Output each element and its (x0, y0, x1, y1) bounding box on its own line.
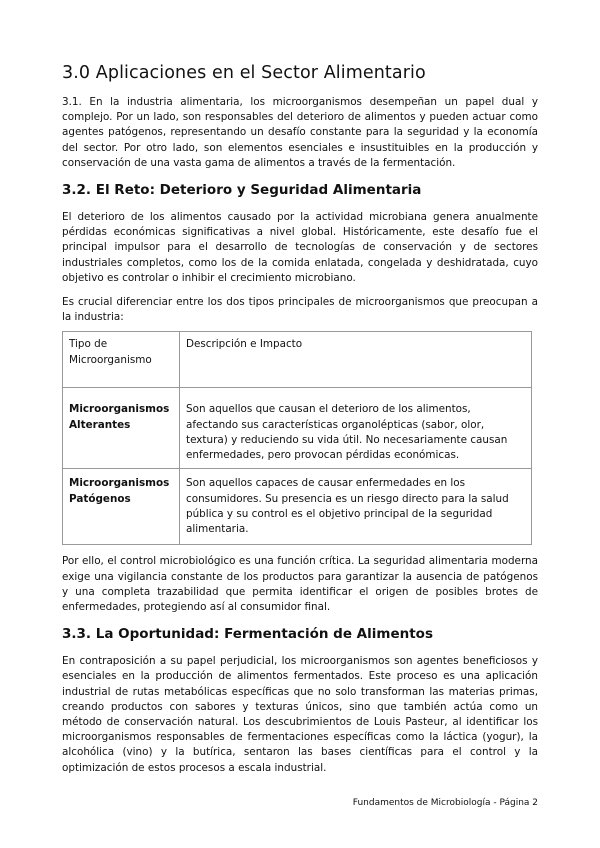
table-cell-description: Son aquellos capaces de causar enfermedades en los consumidores. Su presencia es un riesgo directo para la salud pública y su control es el objetivo principal de la seguridad alimentaria. (180, 469, 532, 545)
table-cell-type (63, 469, 180, 545)
table-header-row (63, 332, 532, 388)
table-row (63, 388, 532, 469)
reto-paragraph-3: Por ello, el control microbiológico es una función crítica. La seguridad alimentaria moderna exige una vigilancia constante de los productos para garantizar la ausencia de patógenos y una completa trazabilidad que permita identificar el origen de posibles brotes de enfermedades, protegiendo así al consumidor final. (62, 555, 538, 614)
table-header-type: Tipo de Microorganismo (63, 332, 180, 388)
table-cell-description: Son aquellos que causan el deterioro de los alimentos, afectando sus características organolépticas (sabor, olor, textura) y reduciendo su vida útil. No necesariamente causan enfermedades, pero provocan pérdidas económicas. (180, 388, 532, 469)
intro-paragraph: 3.1. En la industria alimentaria, los microorganismos desempeñan un papel dual y complejo. Por un lado, son responsables del deterioro de alimentos y pueden actuar como agentes patógenos, representando un desafío constante para la seguridad y la economía del sector. Por otro lado, son elementos esenciales e insustituibles en la producción y conservación de una vasta gama de alimentos a través de la fermentación. (62, 96, 538, 169)
table-cell-type (63, 388, 180, 469)
oportunidad-heading: 3.3. La Oportunidad: Fermentación de Alimentos (62, 626, 433, 643)
type-label: Microorganismos Patógenos (69, 477, 170, 505)
reto-paragraph-1: El deterioro de los alimentos causado por la actividad microbiana genera anualmente pérdidas económicas significativas a nivel global. Históricamente, este desafío fue el principal impulsor para el desarrollo de tecnologías de conservación y de sectores industriales completos, como los de la comida enlatada, congelada y deshidratada, cuyo objetivo es controlar o inhibir el crecimiento microbiano. (62, 211, 538, 284)
document-page (62, 62, 538, 776)
table-row (63, 469, 532, 545)
microorganism-table (62, 331, 532, 545)
table-header-description: Descripción e Impacto (180, 332, 532, 388)
oportunidad-paragraph: En contraposición a su papel perjudicial, los microorganismos son agentes beneficiosos y esenciales en la producción de alimentos fermentados. Este proceso es una aplicación industrial de rutas metabólicas específicas que no solo transforman las materias primas, creando productos con sabores y texturas únicos, sino que también actúa como un método de conservación natural. Los descubrimientos de Louis Pasteur, al identificar los microorganismos responsables de fermentaciones específicas como la láctica (yogur), la alcohólica (vino) y la butírica, sentaron las bases científicas para el control y la optimización de estos procesos a escala industrial. (62, 655, 538, 774)
type-label: Microorganismos Alterantes (69, 403, 170, 431)
reto-paragraph-2: Es crucial diferenciar entre los dos tipos principales de microorganismos que preocupan a la industria: (62, 296, 538, 324)
section-title: 3.0 Aplicaciones en el Sector Alimentario (62, 63, 426, 83)
reto-heading: 3.2. El Reto: Deterioro y Seguridad Alimentaria (62, 182, 422, 199)
page-footer: Fundamentos de Microbiología - Página 2 (352, 798, 538, 808)
